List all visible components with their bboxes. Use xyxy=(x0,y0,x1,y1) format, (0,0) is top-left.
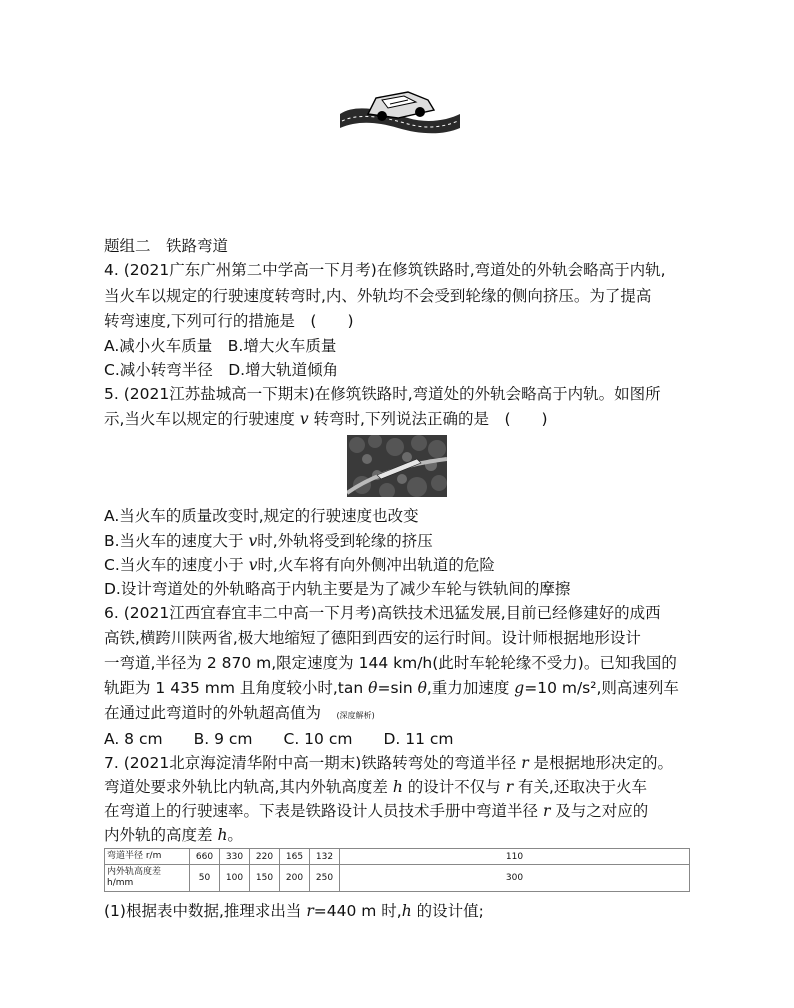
table-header-height: 内外轨高度差 h/mm xyxy=(105,865,190,892)
table-cell: 132 xyxy=(310,849,340,865)
q7-line-4: 内外轨的高度差 h。 xyxy=(104,826,243,844)
section-title: 题组二 铁路弯道 xyxy=(104,237,229,255)
q6-line-4: 轨距为 1 435 mm 且角度较小时,tan θ=sin θ,重力加速度 g=10 m/s²,则高速列车 xyxy=(104,679,679,697)
car-on-curve-illustration xyxy=(338,84,462,140)
q4-line-2: 当火车以规定的行驶速度转弯时,内、外轨均不会受到轮缘的侧向挤压。为了提高 xyxy=(104,287,652,305)
q5-option-c: C.当火车的速度小于 v时,火车将有向外侧冲出轨道的危险 xyxy=(104,556,495,574)
q7-line-3: 在弯道上的行驶速率。下表是铁路设计人员技术手册中弯道半径 r 及与之对应的 xyxy=(104,802,649,820)
q6-line-3: 一弯道,半径为 2 870 m,限定速度为 144 km/h(此时车轮轮缘不受力)。已知我国的 xyxy=(104,654,677,672)
table-cell: 150 xyxy=(250,865,280,892)
table-cell: 165 xyxy=(280,849,310,865)
table-cell: 660 xyxy=(190,849,220,865)
table-cell: 330 xyxy=(220,849,250,865)
table-row xyxy=(105,849,690,865)
q4-line-1: 4. (2021广东广州第二中学高一下月考)在修筑铁路时,弯道处的外轨会略高于内轨, xyxy=(104,261,666,279)
table-cell: 110 xyxy=(340,849,690,865)
table-cell: 300 xyxy=(340,865,690,892)
table-cell: 200 xyxy=(280,865,310,892)
table-cell: 220 xyxy=(250,849,280,865)
q6-line-5: 在通过此弯道时的外轨超高值为 (深度解析) xyxy=(104,704,375,722)
table-header-radius: 弯道半径 r/m xyxy=(105,849,190,865)
q4-options-cd: C.减小转弯半径 D.增大轨道倾角 xyxy=(104,361,339,379)
q5-line-1: 5. (2021江苏盐城高一下期末)在修筑铁路时,弯道处的外轨会略高于内轨。如图所 xyxy=(104,385,661,403)
analysis-badge: (深度解析) xyxy=(336,711,375,720)
table-row xyxy=(105,865,690,892)
q6-line-1: 6. (2021江西宜春宜丰二中高一下月考)高铁技术迅猛发展,目前已经修建好的成西 xyxy=(104,604,661,622)
car-shape xyxy=(368,92,434,121)
q5-option-a: A.当火车的质量改变时,规定的行驶速度也改变 xyxy=(104,507,419,525)
table-cell: 100 xyxy=(220,865,250,892)
q6-line-2: 高铁,横跨川陕两省,极大地缩短了德阳到西安的运行时间。设计师根据地形设计 xyxy=(104,629,641,647)
q5-line-2: 示,当火车以规定的行驶速度 v 转弯时,下列说法正确的是 ( ) xyxy=(104,410,548,428)
q6-options: A. 8 cm B. 9 cm C. 10 cm D. 11 cm xyxy=(104,730,454,748)
q4-line-3: 转弯速度,下列可行的措施是 ( ) xyxy=(104,312,354,330)
q4-options-ab: A.减小火车质量 B.增大火车质量 xyxy=(104,337,337,355)
radius-height-table xyxy=(104,848,690,892)
q7-line-1: 7. (2021北京海淀清华附中高一期末)铁路转弯处的弯道半径 r 是根据地形决定的。 xyxy=(104,754,674,772)
q7-line-2: 弯道处要求外轨比内轨高,其内外轨高度差 h 的设计不仅与 r 有关,还取决于火车 xyxy=(104,778,647,796)
q7-subquestion-1: (1)根据表中数据,推理求出当 r=440 m 时,h 的设计值; xyxy=(104,902,484,920)
table-cell: 50 xyxy=(190,865,220,892)
q5-option-d: D.设计弯道处的外轨略高于内轨主要是为了减少车轮与铁轨间的摩擦 xyxy=(104,580,571,598)
q5-option-b: B.当火车的速度大于 v时,外轨将受到轮缘的挤压 xyxy=(104,532,433,550)
train-curve-photo xyxy=(347,435,447,497)
table-cell: 250 xyxy=(310,865,340,892)
